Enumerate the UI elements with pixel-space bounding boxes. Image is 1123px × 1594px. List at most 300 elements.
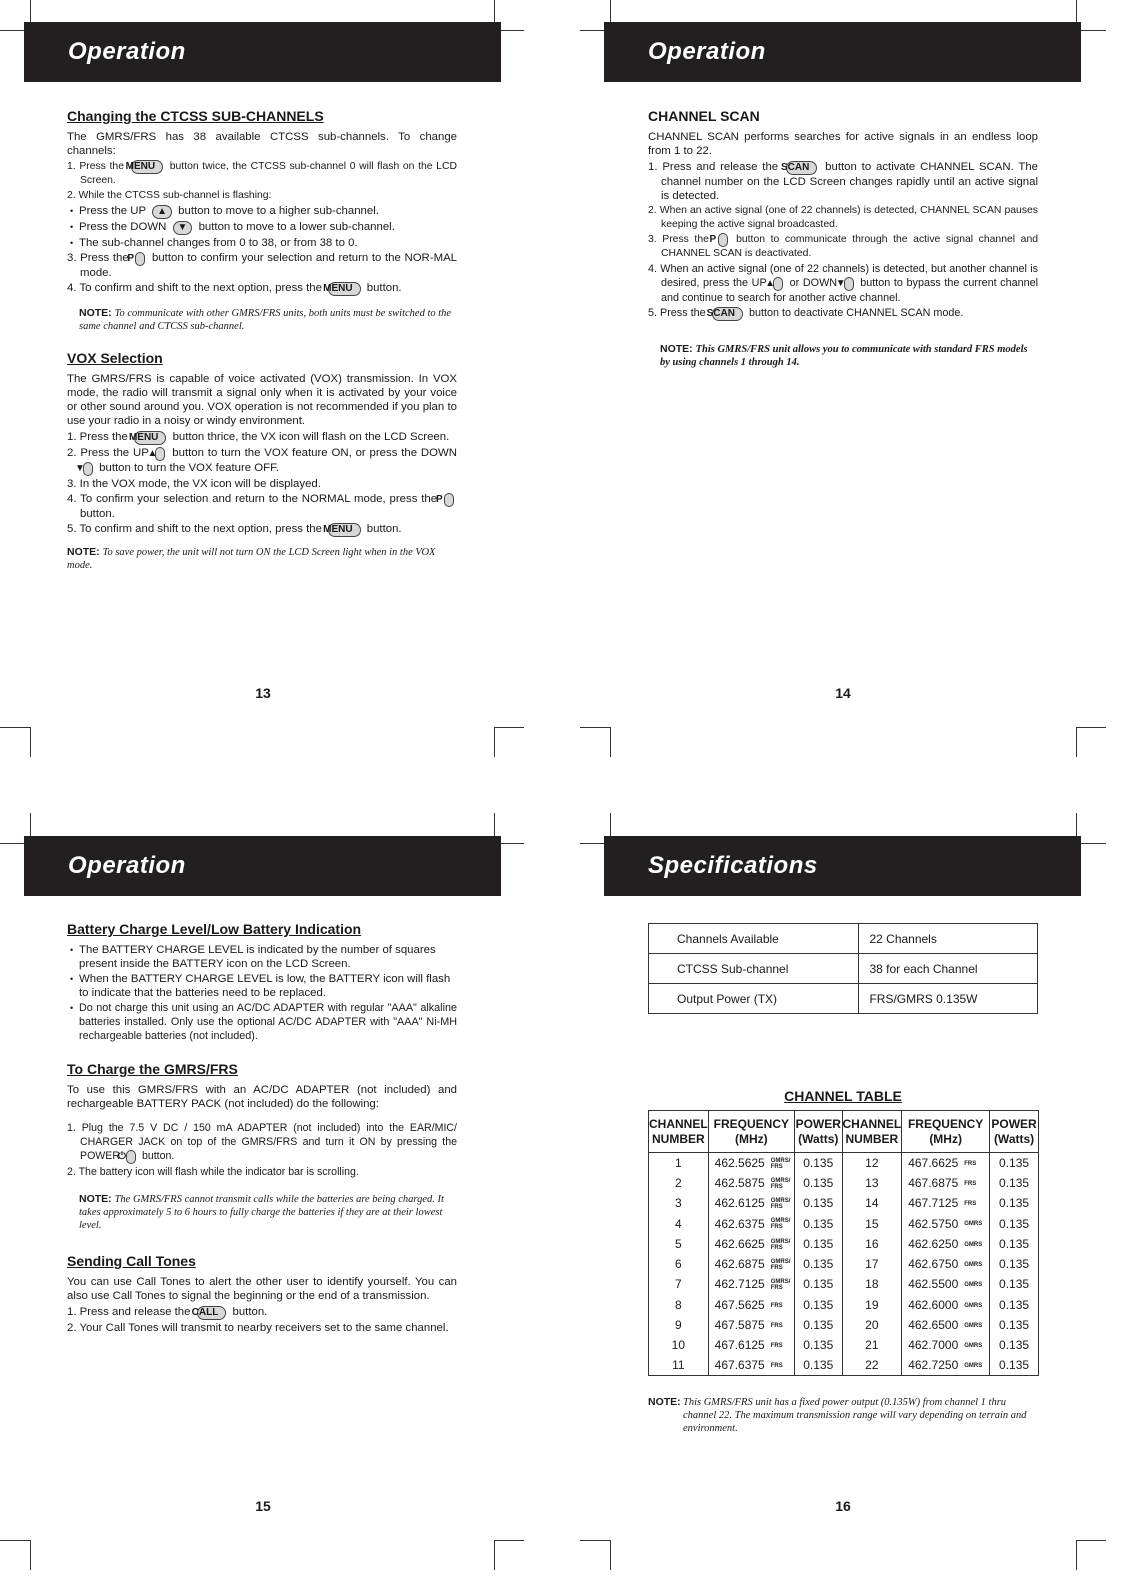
step-text: 4. When an active signal (one of 22 channels) is detected, but another channel is desired, press the UP xyxy=(648,263,1038,289)
channel-power: 0.135 xyxy=(795,1213,842,1233)
vox-step-2 xyxy=(67,446,457,476)
channel-number: 20 xyxy=(842,1315,902,1335)
up-arrow-icon: ▲ xyxy=(152,205,172,219)
ctcss-intro: The GMRS/FRS has 38 available CTCSS sub-channels. To change channels: xyxy=(67,131,457,157)
page-15-content xyxy=(67,922,457,1336)
channel-frequency: 462.6875 xyxy=(714,1257,765,1272)
header-line: (Watts) xyxy=(798,1131,839,1146)
scan-step-4 xyxy=(648,262,1038,305)
ctcss-bullet-up xyxy=(67,204,457,219)
band-tag xyxy=(771,1239,791,1251)
channel-frequency-cell xyxy=(708,1315,794,1335)
battery-bullet-3: • Do not charge this unit using an AC/DC ADAPTER with regular "AAA" alkaline batteries installed. Only use the optional AC/DC ADAPTER with "AAA" Ni-MH rechargeable batteries (not included). xyxy=(67,1001,457,1043)
channel-frequency: 467.6375 xyxy=(714,1358,765,1373)
header-line: (Watts) xyxy=(993,1131,1035,1146)
channel-power: 0.135 xyxy=(795,1173,842,1193)
channel-frequency: 462.5750 xyxy=(908,1216,959,1231)
step-text: button. xyxy=(232,1306,268,1318)
band-tag xyxy=(964,1363,982,1369)
channel-table-header xyxy=(649,1111,1039,1153)
channel-number: 21 xyxy=(842,1335,902,1355)
band-tag-line: FRS xyxy=(770,1302,783,1309)
step-text: 2. Press the UP xyxy=(67,447,149,459)
step-text: button to confirm your selection and return to the NOR-MAL mode. xyxy=(80,252,457,279)
page-number: 14 xyxy=(835,685,851,701)
vox-step-1 xyxy=(67,430,457,445)
bullet-text: button to move to a lower sub-channel. xyxy=(198,221,395,233)
band-tag xyxy=(964,1323,982,1329)
header-line: FREQUENCY xyxy=(713,1116,790,1131)
header-line: CHANNEL xyxy=(842,1116,902,1131)
header-line: NUMBER xyxy=(652,1131,705,1146)
section-title-ctcss: Changing the CTCSS SUB-CHANNELS xyxy=(67,108,324,124)
band-tag-line: FRS xyxy=(770,1285,783,1292)
col-header-power xyxy=(795,1111,842,1153)
channel-power: 0.135 xyxy=(990,1173,1039,1193)
band-tag-line: GMRS/ xyxy=(770,1258,791,1265)
up-arrow-icon: ▲ xyxy=(773,277,783,291)
band-tag xyxy=(771,1303,783,1309)
call-button: CALL xyxy=(197,1306,227,1320)
channel-frequency: 462.6750 xyxy=(908,1257,959,1272)
table-row xyxy=(649,1335,1039,1355)
call-intro: You can use Call Tones to alert the other user to identify yourself. You can also use Call Tones to signal the beginning or the end of a transmission. xyxy=(67,1276,457,1302)
channel-power: 0.135 xyxy=(795,1335,842,1355)
channel-frequency: 467.5875 xyxy=(714,1318,765,1333)
channel-number: 7 xyxy=(649,1274,709,1294)
step-text: button twice, the CTCSS sub-channel 0 will flash on the LCD Screen. xyxy=(80,161,457,186)
band-tag-line: FRS xyxy=(770,1183,783,1190)
channel-number: 6 xyxy=(649,1254,709,1274)
spec-value: 38 for each Channel xyxy=(859,954,1038,984)
step-text: button to bypass the current channel and continue to search for another active channel. xyxy=(661,277,1039,304)
channel-power: 0.135 xyxy=(990,1153,1039,1173)
step-text: 1. Press the xyxy=(67,431,128,443)
section-title-vox: VOX Selection xyxy=(67,350,163,366)
band-tag-line: FRS xyxy=(770,1264,783,1271)
channel-frequency-cell xyxy=(708,1153,794,1173)
vox-note xyxy=(67,546,457,572)
channel-number: 17 xyxy=(842,1254,902,1274)
table-row xyxy=(649,1213,1039,1233)
page-13-content xyxy=(67,109,457,572)
band-tag-line: FRS xyxy=(964,1201,977,1208)
channel-number: 19 xyxy=(842,1295,902,1315)
note-label: NOTE: xyxy=(79,1193,112,1205)
channel-number: 16 xyxy=(842,1234,902,1254)
channel-frequency: 462.7250 xyxy=(908,1358,959,1373)
band-tag xyxy=(771,1343,783,1349)
page-number: 15 xyxy=(255,1498,271,1514)
step-text: button to turn the VOX feature OFF. xyxy=(99,462,279,474)
header-line: CHANNEL xyxy=(649,1116,708,1131)
note-label: NOTE: xyxy=(648,1396,681,1408)
channel-table-title: CHANNEL TABLE xyxy=(784,1088,902,1104)
band-tag-line: GMRS/ xyxy=(770,1157,791,1164)
band-tag-line: GMRS xyxy=(964,1302,983,1309)
channel-frequency-cell xyxy=(902,1254,990,1274)
header-line: NUMBER xyxy=(845,1131,899,1146)
bullet-text: Press the DOWN xyxy=(79,221,167,233)
spec-label: Output Power (TX) xyxy=(649,984,859,1014)
channel-number: 14 xyxy=(842,1193,902,1213)
channel-table-body xyxy=(649,1153,1039,1376)
step-text: button thrice, the VX icon will flash on the LCD Screen. xyxy=(172,431,450,443)
band-tag-line: FRS xyxy=(770,1363,783,1370)
table-row xyxy=(649,1315,1039,1335)
step-text: 1. Press and release the xyxy=(648,161,779,173)
col-header-power xyxy=(990,1111,1039,1153)
vox-step-3: 3. In the VOX mode, the VX icon will be displayed. xyxy=(67,478,321,490)
page-header xyxy=(604,836,1081,896)
channel-frequency: 462.5625 xyxy=(714,1155,765,1170)
page-title: Operation xyxy=(648,38,766,65)
band-tag xyxy=(964,1201,976,1207)
channel-power: 0.135 xyxy=(990,1213,1039,1233)
channel-frequency-cell xyxy=(708,1295,794,1315)
channel-frequency-cell xyxy=(708,1254,794,1274)
page-14-content xyxy=(648,109,1038,369)
channel-power: 0.135 xyxy=(990,1295,1039,1315)
charge-intro: To use this GMRS/FRS with an AC/DC ADAPTER (not included) and rechargeable BATTERY PACK (not included) do the following: xyxy=(67,1084,457,1110)
spec-label: Channels Available xyxy=(649,924,859,954)
channel-frequency: 462.6125 xyxy=(714,1196,765,1211)
channel-frequency: 462.6250 xyxy=(908,1236,959,1251)
spec-value: 22 Channels xyxy=(859,924,1038,954)
note-label: NOTE: xyxy=(79,307,112,319)
step-text: button. xyxy=(141,1150,175,1162)
vox-step-4 xyxy=(67,492,457,521)
band-tag xyxy=(964,1303,982,1309)
table-row xyxy=(649,1193,1039,1213)
channel-power: 0.135 xyxy=(795,1315,842,1335)
channel-frequency: 462.5875 xyxy=(714,1175,765,1190)
table-row xyxy=(649,1274,1039,1294)
channel-power: 0.135 xyxy=(795,1234,842,1254)
channel-number: 10 xyxy=(649,1335,709,1355)
header-line: (MHz) xyxy=(735,1131,768,1146)
band-tag xyxy=(771,1323,783,1329)
ctcss-bullet-range: • The sub-channel changes from 0 to 38, or from 38 to 0. xyxy=(67,236,457,250)
band-tag xyxy=(964,1343,982,1349)
step-text: 1. Plug the 7.5 V DC / 150 mA ADAPTER (not included) into the EAR/MIC/ CHARGER JACK on top of the GMRS/FRS and turn it ON by pressing the POWER xyxy=(67,1122,457,1162)
header-line: (MHz) xyxy=(929,1131,962,1146)
note-text: The GMRS/FRS cannot transmit calls while the batteries are being charged. It takes approximately 5 to 6 hours to fully charge the batteries if they are at their lowest level. xyxy=(79,1194,444,1231)
section-title-call: Sending Call Tones xyxy=(67,1253,196,1269)
band-tag xyxy=(964,1262,982,1268)
band-tag-line: GMRS xyxy=(964,1363,983,1370)
table-row xyxy=(649,1153,1039,1173)
page-header xyxy=(604,22,1081,82)
band-tag xyxy=(964,1181,976,1187)
step-text: 4. To confirm and shift to the next option, press the xyxy=(67,282,322,294)
channel-number: 11 xyxy=(649,1355,709,1375)
channel-power: 0.135 xyxy=(795,1153,842,1173)
channel-frequency: 462.7000 xyxy=(908,1338,959,1353)
col-header-channel xyxy=(649,1111,709,1153)
channel-number: 3 xyxy=(649,1193,709,1213)
band-tag-line: GMRS/ xyxy=(770,1218,791,1225)
col-header-frequency xyxy=(708,1111,794,1153)
step-text: button to communicate through the active signal channel and CHANNEL SCAN is deactivated. xyxy=(661,234,1039,259)
channel-power: 0.135 xyxy=(990,1315,1039,1335)
down-arrow-icon: ▼ xyxy=(83,462,93,476)
down-arrow-icon: ▼ xyxy=(173,221,193,235)
page-14 xyxy=(604,22,1081,82)
channel-power: 0.135 xyxy=(795,1254,842,1274)
channel-number: 2 xyxy=(649,1173,709,1193)
channel-frequency-cell xyxy=(708,1234,794,1254)
band-tag xyxy=(771,1279,791,1291)
band-tag xyxy=(771,1363,783,1369)
band-tag-line: GMRS xyxy=(964,1282,983,1289)
band-tag-line: FRS xyxy=(770,1244,783,1251)
header-line: POWER xyxy=(991,1116,1037,1131)
channel-number: 5 xyxy=(649,1234,709,1254)
channel-frequency-cell xyxy=(902,1274,990,1294)
call-step-2: 2. Your Call Tones will transmit to nearby receivers set to the same channel. xyxy=(67,1322,449,1334)
page-header xyxy=(24,836,501,896)
band-tag-line: GMRS/ xyxy=(770,1198,791,1205)
charge-step-1 xyxy=(67,1121,457,1164)
channel-frequency-cell xyxy=(902,1213,990,1233)
table-row xyxy=(649,1254,1039,1274)
page-number: 16 xyxy=(835,1498,851,1514)
band-tag-line: FRS xyxy=(770,1322,783,1329)
scan-button: SCAN xyxy=(786,161,817,175)
header-line: FREQUENCY xyxy=(907,1116,984,1131)
page-15 xyxy=(24,836,501,896)
scan-button: SCAN xyxy=(712,307,743,321)
section-title-battery: Battery Charge Level/Low Battery Indication xyxy=(67,921,362,937)
channel-number: 22 xyxy=(842,1355,902,1375)
col-header-frequency xyxy=(902,1111,990,1153)
channel-frequency-cell xyxy=(708,1274,794,1294)
step-text: button. xyxy=(366,523,402,535)
channel-number: 9 xyxy=(649,1315,709,1335)
channel-number: 15 xyxy=(842,1213,902,1233)
channel-number: 8 xyxy=(649,1295,709,1315)
bullet-text: button to move to a higher sub-channel. xyxy=(178,205,379,217)
channel-frequency: 467.5625 xyxy=(714,1297,765,1312)
step-text: button to activate CHANNEL SCAN. The channel number on the LCD Screen changes rapidly until an active signal is detected. xyxy=(661,161,1038,202)
ctcss-step-3 xyxy=(67,251,457,280)
channel-power: 0.135 xyxy=(795,1193,842,1213)
channel-frequency: 467.6875 xyxy=(908,1175,959,1190)
step-text: button to turn the VOX feature ON, or press the DOWN xyxy=(172,447,457,459)
p-button: P xyxy=(718,233,728,247)
page-title: Specifications xyxy=(648,852,818,879)
band-tag xyxy=(771,1158,791,1170)
band-tag xyxy=(964,1221,982,1227)
scan-intro: CHANNEL SCAN performs searches for active signals in an endless loop from 1 to 22. xyxy=(648,131,1038,157)
ctcss-note xyxy=(67,307,457,333)
step-text: button to deactivate CHANNEL SCAN mode. xyxy=(748,307,964,319)
channel-frequency-cell xyxy=(708,1173,794,1193)
channel-table-note xyxy=(648,1396,1028,1435)
band-tag-line: GMRS xyxy=(964,1241,983,1248)
channel-number: 4 xyxy=(649,1213,709,1233)
channel-frequency: 467.6125 xyxy=(714,1338,765,1353)
charge-note xyxy=(67,1193,457,1232)
bullet-text: Press the UP xyxy=(79,205,146,217)
step-text: 3. Press the xyxy=(67,252,129,264)
channel-frequency: 467.7125 xyxy=(908,1196,959,1211)
channel-power: 0.135 xyxy=(990,1254,1039,1274)
channel-number: 12 xyxy=(842,1153,902,1173)
note-text: To communicate with other GMRS/FRS units, both units must be switched to the same channel and CTCSS sub-channel. xyxy=(79,308,452,332)
channel-frequency-cell xyxy=(902,1335,990,1355)
step-text: 5. To confirm and shift to the next option, press the xyxy=(67,523,322,535)
channel-frequency-cell xyxy=(708,1355,794,1375)
band-tag-line: FRS xyxy=(770,1204,783,1211)
page-number: 13 xyxy=(255,685,271,701)
table-row xyxy=(649,1355,1039,1375)
battery-bullet-1: • The BATTERY CHARGE LEVEL is indicated by the number of squares present inside the BATTERY icon on the LCD Screen. xyxy=(67,943,457,971)
step-text: button. xyxy=(366,282,402,294)
channel-power: 0.135 xyxy=(990,1355,1039,1375)
note-text: This GMRS/FRS unit has a fixed power output (0.135W) from channel 1 thru channel 22. The maximum transmission range will vary depending on terrain and environment. xyxy=(683,1397,1027,1434)
channel-power: 0.135 xyxy=(795,1274,842,1294)
channel-frequency-cell xyxy=(708,1193,794,1213)
band-tag-line: GMRS/ xyxy=(770,1279,791,1286)
channel-frequency-cell xyxy=(902,1355,990,1375)
col-header-channel xyxy=(842,1111,902,1153)
note-text: To save power, the unit will not turn ON the LCD Screen light when in the VOX mode. xyxy=(67,547,436,571)
ctcss-step-1 xyxy=(67,160,457,188)
band-tag-line: GMRS xyxy=(964,1343,983,1350)
page-16 xyxy=(604,836,1081,896)
menu-button: MENU xyxy=(328,282,360,296)
note-label: NOTE: xyxy=(67,546,100,558)
spec-row xyxy=(649,984,1038,1014)
band-tag xyxy=(771,1198,791,1210)
channel-frequency: 462.6500 xyxy=(908,1318,959,1333)
spec-value: FRS/GMRS 0.135W xyxy=(859,984,1038,1014)
channel-frequency: 462.6375 xyxy=(714,1216,765,1231)
channel-power: 0.135 xyxy=(990,1335,1039,1355)
charge-step-2: 2. The battery icon will flash while the indicator bar is scrolling. xyxy=(67,1166,359,1178)
scan-step-1 xyxy=(648,160,1038,203)
p-button: P xyxy=(135,252,145,266)
channel-number: 1 xyxy=(649,1153,709,1173)
band-tag-line: GMRS/ xyxy=(770,1238,791,1245)
specifications-table xyxy=(648,923,1038,1014)
channel-number: 18 xyxy=(842,1274,902,1294)
channel-frequency: 467.6625 xyxy=(908,1155,959,1170)
channel-frequency-cell xyxy=(708,1335,794,1355)
section-title-charge: To Charge the GMRS/FRS xyxy=(67,1061,238,1077)
channel-frequency-cell xyxy=(902,1234,990,1254)
band-tag-line: GMRS/ xyxy=(770,1177,791,1184)
table-row xyxy=(649,1173,1039,1193)
section-title-scan: CHANNEL SCAN xyxy=(648,108,760,124)
band-tag xyxy=(964,1242,982,1248)
note-label: NOTE: xyxy=(660,343,693,355)
ctcss-step-2: 2. While the CTCSS sub-channel is flashing: xyxy=(67,190,272,201)
menu-button: MENU xyxy=(131,160,163,174)
band-tag xyxy=(964,1282,982,1288)
step-text: 1. Press the xyxy=(67,161,124,172)
vox-step-5 xyxy=(67,522,457,537)
band-tag-line: FRS xyxy=(964,1180,977,1187)
channel-frequency-cell xyxy=(902,1295,990,1315)
band-tag-line: FRS xyxy=(770,1343,783,1350)
up-arrow-icon: ▲ xyxy=(155,447,165,461)
power-icon: ⏻ xyxy=(126,1150,136,1164)
step-text: button. xyxy=(80,508,115,520)
channel-power: 0.135 xyxy=(990,1274,1039,1294)
channel-power: 0.135 xyxy=(990,1193,1039,1213)
channel-frequency-cell xyxy=(902,1173,990,1193)
channel-power: 0.135 xyxy=(990,1234,1039,1254)
channel-frequency: 462.7125 xyxy=(714,1277,765,1292)
call-step-1 xyxy=(67,1305,457,1320)
table-row xyxy=(649,1234,1039,1254)
battery-bullet-2: • When the BATTERY CHARGE LEVEL is low, the BATTERY icon will flash to indicate that the batteries need to be replaced. xyxy=(67,972,457,1000)
channel-frequency-cell xyxy=(708,1213,794,1233)
step-text: 3. Press the xyxy=(648,234,709,245)
vox-intro: The GMRS/FRS is capable of voice activated (VOX) transmission. In VOX mode, the radio will transmit a signal only when it is activated by your voice or other sound around you. VOX operation is not recommended if you plan to use your radio in a noisy or windy environment. xyxy=(67,373,457,427)
scan-note xyxy=(648,343,1038,369)
table-row xyxy=(649,1295,1039,1315)
step-text: 1. Press and release the xyxy=(67,1306,191,1318)
header-line: POWER xyxy=(795,1116,841,1131)
ctcss-bullet-down xyxy=(67,220,457,235)
menu-button: MENU xyxy=(134,431,166,445)
menu-button: MENU xyxy=(328,523,360,537)
page-title: Operation xyxy=(68,852,186,879)
channel-frequency: 462.6000 xyxy=(908,1297,959,1312)
page-title: Operation xyxy=(68,38,186,65)
channel-frequency-cell xyxy=(902,1193,990,1213)
band-tag-line: FRS xyxy=(770,1224,783,1231)
channel-power: 0.135 xyxy=(795,1355,842,1375)
ctcss-step-4 xyxy=(67,281,457,296)
channel-frequency: 462.6625 xyxy=(714,1236,765,1251)
channel-table xyxy=(648,1110,1039,1376)
channel-power: 0.135 xyxy=(795,1295,842,1315)
page-13 xyxy=(24,22,501,82)
page-header xyxy=(24,22,501,82)
channel-frequency-cell xyxy=(902,1315,990,1335)
p-button: P xyxy=(444,493,454,507)
note-text: This GMRS/FRS unit allows you to communicate with standard FRS models by using channels 1 through 14. xyxy=(660,344,1028,368)
band-tag-line: FRS xyxy=(964,1160,977,1167)
channel-frequency: 462.5500 xyxy=(908,1277,959,1292)
spec-label: CTCSS Sub-channel xyxy=(649,954,859,984)
band-tag-line: GMRS xyxy=(964,1261,983,1268)
channel-number: 13 xyxy=(842,1173,902,1193)
channel-frequency-cell xyxy=(902,1153,990,1173)
step-text: 5. Press the xyxy=(648,307,706,319)
band-tag-line: GMRS xyxy=(964,1221,983,1228)
step-text: or DOWN xyxy=(789,277,838,289)
band-tag-line: FRS xyxy=(770,1163,783,1170)
down-arrow-icon: ▼ xyxy=(844,277,854,291)
band-tag xyxy=(771,1178,791,1190)
scan-step-3 xyxy=(648,233,1038,261)
band-tag xyxy=(771,1218,791,1230)
band-tag xyxy=(964,1161,976,1167)
band-tag xyxy=(771,1259,791,1271)
spec-row xyxy=(649,924,1038,954)
scan-step-2: 2. When an active signal (one of 22 channels) is detected, CHANNEL SCAN pauses keeping the active signal broadcasted. xyxy=(648,205,1038,230)
band-tag-line: GMRS xyxy=(964,1322,983,1329)
scan-step-5 xyxy=(648,306,1038,321)
step-text: 4. To confirm your selection and return to the NORMAL mode, press the xyxy=(67,493,438,505)
spec-row xyxy=(649,954,1038,984)
